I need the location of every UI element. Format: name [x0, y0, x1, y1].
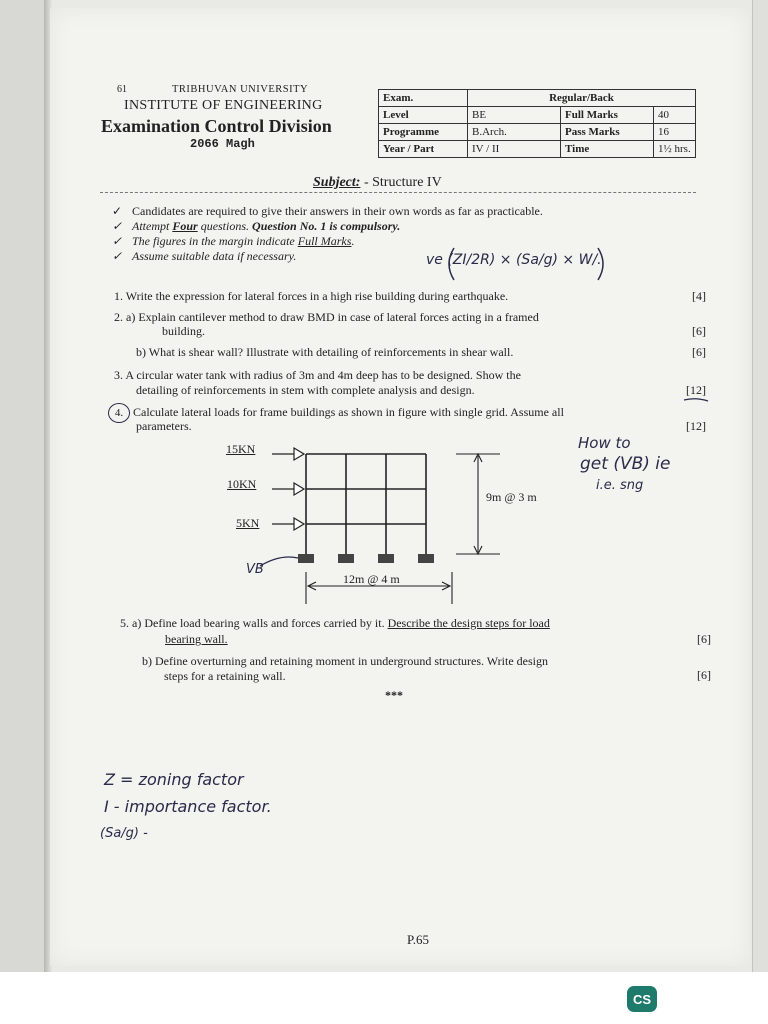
base-shear-label: VB: [246, 562, 264, 577]
question-number: 3.: [114, 368, 123, 382]
table-cell: 16: [654, 124, 696, 141]
table-row: [379, 141, 696, 158]
question-text: Explain cantilever method to draw BMD in case of lateral forces acting in a framed: [138, 310, 539, 324]
exam-session: 2066 Magh: [190, 137, 255, 151]
width-dimension-label: 12m @ 4 m: [343, 572, 400, 586]
adjacent-page-left: [0, 0, 48, 972]
question-continuation: bearing wall.: [165, 632, 228, 646]
instruction-text: The figures in the margin indicate: [132, 234, 298, 248]
check-icon: ✓: [112, 219, 123, 233]
subject-label: Subject:: [313, 175, 361, 190]
table-cell: Pass Marks: [561, 124, 654, 141]
question-marks: [6]: [697, 668, 711, 682]
table-cell: 40: [654, 107, 696, 124]
instruction-item: [112, 204, 543, 218]
subject-name: - Structure IV: [363, 175, 442, 190]
instruction-item: [112, 234, 354, 248]
footing-group: [298, 554, 434, 563]
question-text-underlined: Describe the design steps for load: [387, 616, 550, 630]
question-continuation: parameters.: [136, 419, 192, 433]
question-1: [114, 289, 508, 303]
question-marks: [6]: [692, 324, 706, 338]
table-cell: Full Marks: [561, 107, 654, 124]
table-cell: Time: [561, 141, 654, 158]
check-icon: ✓: [112, 204, 123, 218]
question-marks: [6]: [697, 632, 711, 646]
instruction-emphasis: Question No. 1 is compulsory.: [252, 219, 401, 233]
height-dimension-label: 9m @ 3 m: [486, 490, 537, 504]
university-name: TRIBHUVAN UNIVERSITY: [172, 84, 309, 95]
question-continuation: steps for a retaining wall.: [164, 669, 286, 683]
question-marks: [6]: [692, 345, 706, 359]
question-marks: [12]: [686, 419, 706, 433]
check-icon: ✓: [112, 234, 123, 248]
instruction-text: Candidates are required to give their answers in their own words as far as practicable.: [132, 204, 543, 218]
handwritten-underline: [682, 396, 712, 404]
load-label-5kn: 5KN: [236, 516, 260, 530]
camscanner-logo-icon: CS: [627, 986, 657, 1012]
instruction-item: [112, 219, 400, 233]
table-cell: Exam.: [379, 90, 468, 107]
load-label-10kn: 10KN: [227, 477, 257, 491]
question-2a: [114, 310, 674, 324]
question-part: a): [132, 616, 142, 630]
table-cell: Regular/Back: [468, 90, 696, 107]
exam-info-table: [378, 89, 696, 158]
frame-figure: [220, 436, 580, 612]
question-text: A circular water tank with radius of 3m and 4m deep has to be designed. Show the: [125, 368, 521, 382]
question-text: Calculate lateral loads for frame buildings as shown in figure with single grid. Assume all: [133, 405, 564, 419]
division-title: Examination Control Division: [101, 116, 332, 136]
question-marks: [12]: [686, 383, 706, 397]
table-cell: 1½ hrs.: [654, 141, 696, 158]
question-marks: [4]: [692, 289, 706, 303]
instruction-text: Attempt: [132, 219, 173, 233]
table-cell: Level: [379, 107, 468, 124]
question-3: [114, 368, 521, 382]
subject-line: [313, 175, 442, 191]
end-mark: ***: [385, 688, 403, 702]
page-number: P.65: [407, 932, 430, 947]
handwritten-formula: ve (ZI/2R) × (Sa/g) × W/.: [426, 252, 602, 268]
load-label-15kn: 15KN: [226, 442, 256, 456]
handwritten-bracket: [440, 244, 620, 284]
question-text: What is shear wall? Illustrate with detailing of reinforcements in shear wall.: [148, 345, 514, 359]
table-row: [379, 124, 696, 141]
adjacent-page-right: [752, 0, 768, 972]
divider: [100, 192, 696, 193]
check-icon: ✓: [112, 249, 123, 263]
instruction-text: .: [351, 234, 355, 248]
handwritten-note: Z = zoning factor: [104, 770, 244, 789]
instruction-emphasis: Four: [172, 219, 198, 233]
question-part: b): [142, 654, 152, 668]
question-number: 4.: [108, 403, 130, 423]
table-row: [379, 90, 696, 107]
question-part: a): [126, 310, 136, 324]
question-2b: [136, 345, 513, 359]
page-code: 61: [117, 84, 127, 95]
table-cell: IV / II: [468, 141, 561, 158]
instruction-text: Assume suitable data if necessary.: [132, 249, 297, 263]
handwritten-note: How to: [578, 434, 631, 452]
handwritten-note: (Sa/g) -: [100, 826, 148, 841]
question-continuation: building.: [162, 324, 206, 338]
question-continuation: detailing of reinforcements in stem with complete analysis and design.: [136, 383, 475, 397]
question-text: Define overturning and retaining moment in underground structures. Write design: [155, 654, 548, 668]
instruction-item: [112, 249, 296, 263]
question-part: b): [136, 345, 146, 359]
question-number: 5.: [120, 616, 129, 630]
instruction-text: questions.: [197, 219, 253, 233]
instruction-emphasis: Full Marks: [297, 234, 352, 248]
table-cell: Year / Part: [379, 141, 468, 158]
institute-name: INSTITUTE OF ENGINEERING: [124, 98, 323, 113]
table-cell: Programme: [379, 124, 468, 141]
question-text: Write the expression for lateral forces in a high rise building during earthquake.: [125, 289, 509, 303]
table-cell: BE: [468, 107, 561, 124]
handwritten-note: I - importance factor.: [104, 797, 272, 816]
question-5a: [120, 616, 680, 630]
question-text: Define load bearing walls and forces carried by it.: [144, 616, 388, 630]
question-5b: [142, 654, 548, 668]
handwritten-note: i.e. sng: [596, 478, 644, 493]
question-number: 2.: [114, 310, 123, 324]
handwritten-note: get (VB) ie: [580, 454, 671, 474]
question-number: 1.: [114, 289, 123, 303]
table-row: [379, 107, 696, 124]
table-cell: B.Arch.: [468, 124, 561, 141]
